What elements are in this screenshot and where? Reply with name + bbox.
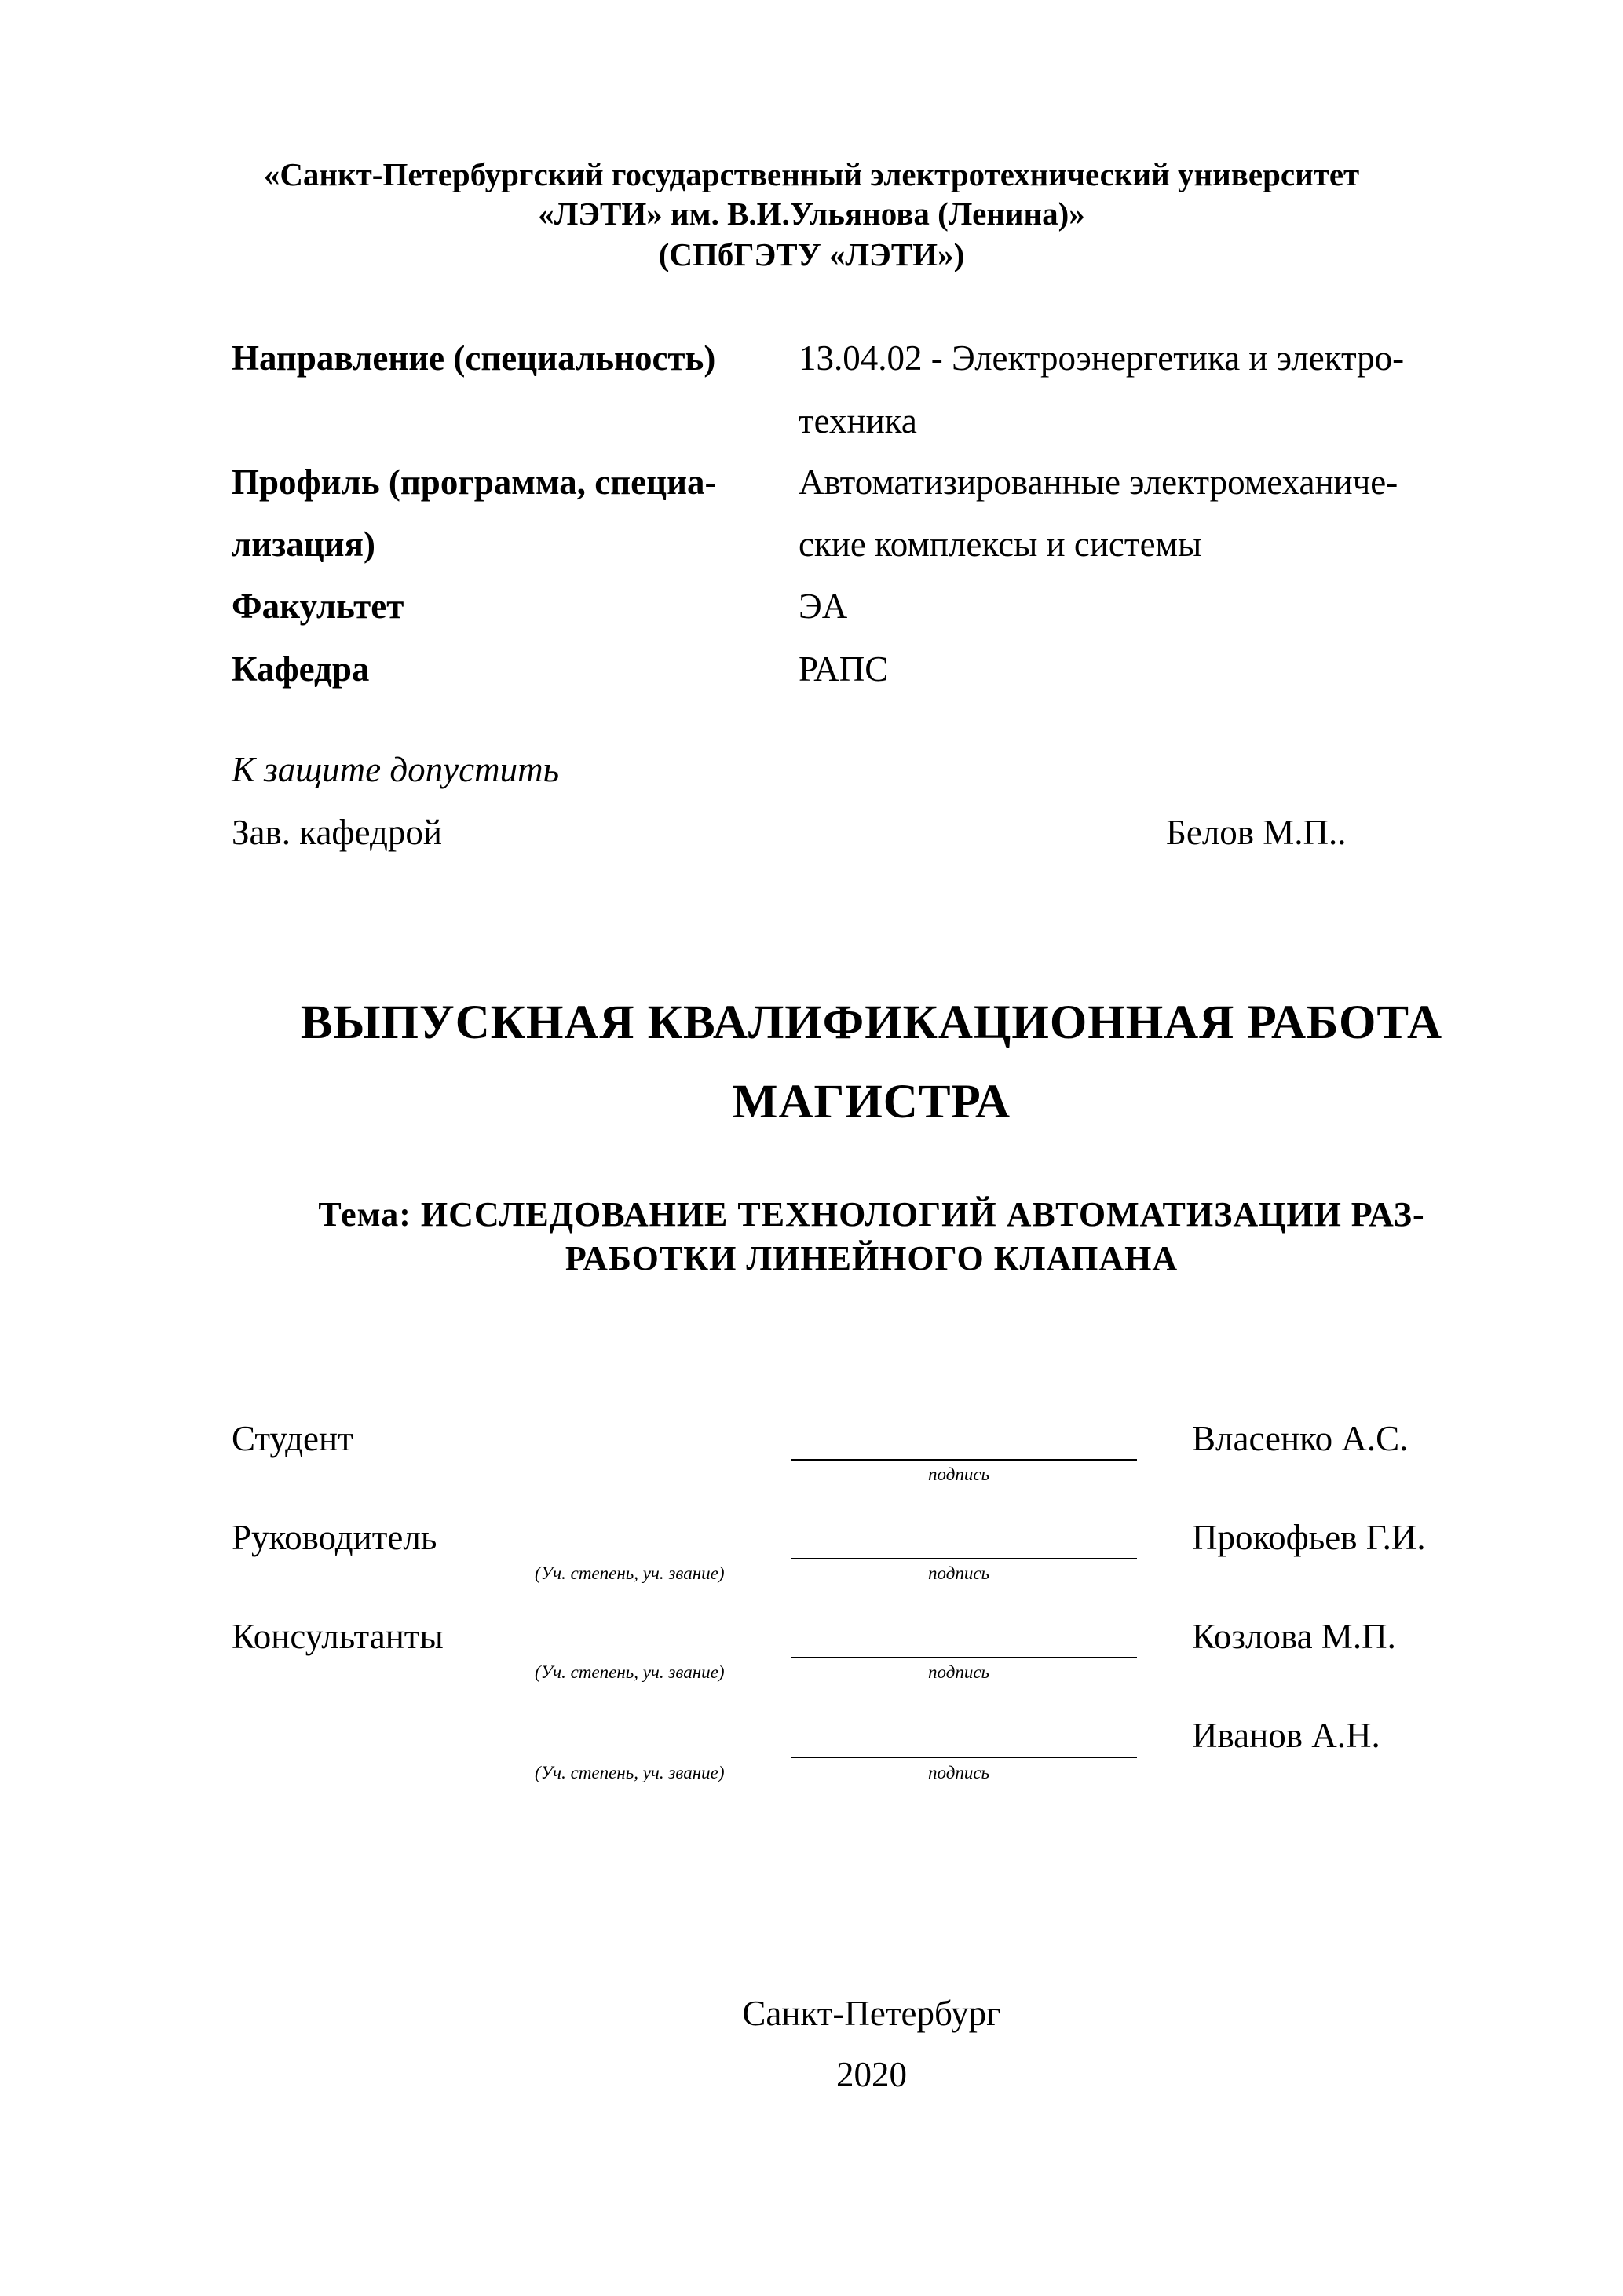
direction-value-line2: техника bbox=[799, 401, 917, 441]
supervisor-signature-line bbox=[791, 1558, 1137, 1559]
work-title-line2: МАГИСТРА bbox=[732, 1076, 1011, 1128]
student-signature-hint: подпись bbox=[928, 1464, 990, 1484]
head-of-department-name: Белов М.П.. bbox=[1166, 813, 1347, 852]
consultant1-degree-hint: (Уч. степень, уч. звание) bbox=[535, 1662, 725, 1682]
consultant1-signature-line bbox=[791, 1657, 1137, 1658]
consultant1-name: Козлова М.П. bbox=[1192, 1617, 1396, 1656]
faculty-value: ЭА bbox=[799, 587, 848, 626]
consultant2-name: Иванов А.Н. bbox=[1192, 1716, 1380, 1755]
theme-line2: РАБОТКИ ЛИНЕЙНОГО КЛАПАНА bbox=[565, 1239, 1179, 1278]
profile-value-line2: ские комплексы и системы bbox=[799, 525, 1202, 564]
student-label: Студент bbox=[232, 1419, 353, 1458]
supervisor-degree-hint: (Уч. степень, уч. звание) bbox=[535, 1563, 725, 1583]
consultants-label: Консультанты bbox=[232, 1617, 444, 1656]
year: 2020 bbox=[836, 2055, 907, 2094]
supervisor-label: Руководитель bbox=[232, 1518, 437, 1557]
city: Санкт-Петербург bbox=[742, 1994, 1001, 2033]
theme-line1: Тема: ИССЛЕДОВАНИЕ ТЕХНОЛОГИЙ АВТОМАТИЗАЦИИ РАЗ- bbox=[318, 1195, 1425, 1234]
department-label: Кафедра bbox=[232, 649, 370, 689]
university-name-line1: «Санкт-Петербургский государственный электротехнический университет bbox=[263, 156, 1360, 192]
direction-label: Направление (специальность) bbox=[232, 338, 716, 378]
consultant2-signature-line bbox=[791, 1757, 1137, 1758]
department-value: РАПС bbox=[799, 649, 889, 689]
supervisor-signature-hint: подпись bbox=[928, 1563, 990, 1583]
student-name: Власенко А.С. bbox=[1192, 1419, 1409, 1458]
profile-label-line2: лизация) bbox=[232, 525, 375, 564]
profile-value-line1: Автоматизированные электромеханиче- bbox=[799, 462, 1398, 502]
admit-to-defense: К защите допустить bbox=[232, 750, 560, 789]
university-name-line2: «ЛЭТИ» им. В.И.Ульянова (Ленина)» bbox=[538, 196, 1085, 232]
consultant2-signature-hint: подпись bbox=[928, 1763, 990, 1782]
direction-value-line1: 13.04.02 - Электроэнергетика и электро- bbox=[799, 338, 1405, 378]
faculty-label: Факультет bbox=[232, 587, 404, 626]
university-abbreviation: (СПбГЭТУ «ЛЭТИ») bbox=[658, 236, 965, 272]
student-signature-line bbox=[791, 1459, 1137, 1461]
consultant2-degree-hint: (Уч. степень, уч. звание) bbox=[535, 1763, 725, 1782]
profile-label-line1: Профиль (программа, специа- bbox=[232, 462, 717, 502]
consultant1-signature-hint: подпись bbox=[928, 1662, 990, 1682]
head-of-department-label: Зав. кафедрой bbox=[232, 813, 442, 852]
work-title-line1: ВЫПУСКНАЯ КВАЛИФИКАЦИОННАЯ РАБОТА bbox=[300, 996, 1443, 1049]
supervisor-name: Прокофьев Г.И. bbox=[1192, 1518, 1426, 1557]
